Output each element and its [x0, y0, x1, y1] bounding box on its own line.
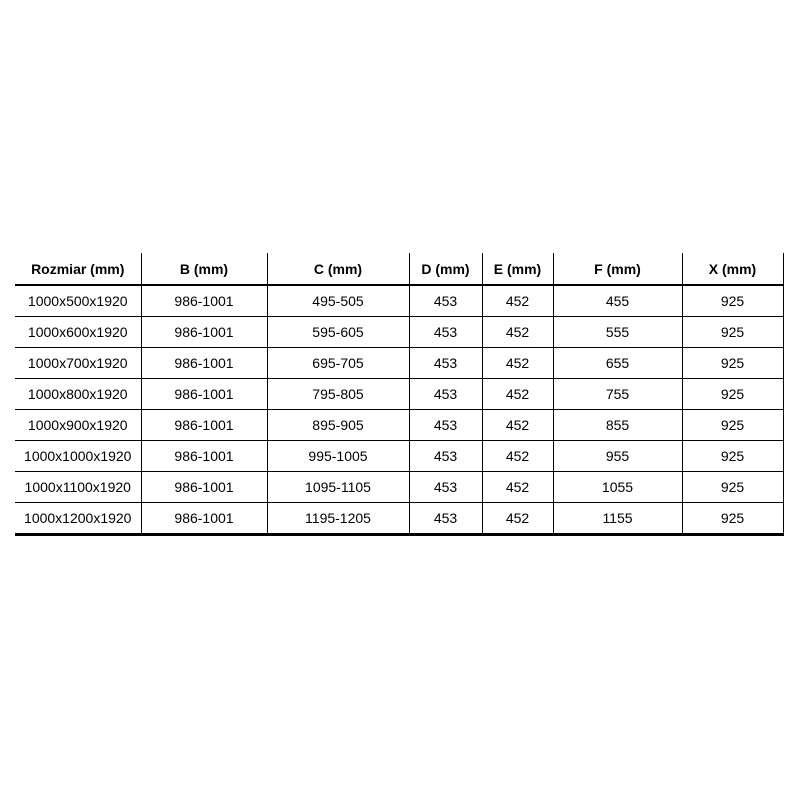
table-cell: 1000x1000x1920	[15, 441, 141, 472]
table-cell: 986-1001	[141, 503, 267, 535]
table-cell: 453	[409, 285, 482, 317]
table-cell: 995-1005	[267, 441, 409, 472]
table-cell: 452	[482, 441, 553, 472]
table-body	[15, 285, 783, 535]
table-cell: 925	[682, 410, 783, 441]
table-cell: 1000x700x1920	[15, 348, 141, 379]
dimensions-spec-table	[15, 253, 784, 536]
table-cell: 986-1001	[141, 441, 267, 472]
table-cell: 695-705	[267, 348, 409, 379]
table-cell: 453	[409, 379, 482, 410]
column-header: F (mm)	[553, 253, 682, 285]
table-cell: 495-505	[267, 285, 409, 317]
table-cell: 1155	[553, 503, 682, 535]
table-row	[15, 503, 783, 535]
table-cell: 452	[482, 348, 553, 379]
table-cell: 986-1001	[141, 379, 267, 410]
table-cell: 1000x1200x1920	[15, 503, 141, 535]
table-cell: 453	[409, 317, 482, 348]
table-row	[15, 441, 783, 472]
column-header: Rozmiar (mm)	[15, 253, 141, 285]
table-cell: 925	[682, 503, 783, 535]
table-cell: 453	[409, 472, 482, 503]
table-cell: 855	[553, 410, 682, 441]
table-cell: 755	[553, 379, 682, 410]
table-cell: 1195-1205	[267, 503, 409, 535]
table-cell: 453	[409, 441, 482, 472]
column-header: X (mm)	[682, 253, 783, 285]
table-cell: 986-1001	[141, 348, 267, 379]
table-cell: 1055	[553, 472, 682, 503]
table-cell: 453	[409, 348, 482, 379]
table-cell: 452	[482, 472, 553, 503]
table-cell: 452	[482, 410, 553, 441]
table-cell: 452	[482, 379, 553, 410]
table-row	[15, 379, 783, 410]
table-cell: 955	[553, 441, 682, 472]
table-row	[15, 348, 783, 379]
table-cell: 925	[682, 379, 783, 410]
table-cell: 453	[409, 410, 482, 441]
table-cell: 795-805	[267, 379, 409, 410]
table-cell: 925	[682, 472, 783, 503]
table-cell: 1000x500x1920	[15, 285, 141, 317]
table-header	[15, 253, 783, 285]
table-cell: 986-1001	[141, 410, 267, 441]
table-cell: 655	[553, 348, 682, 379]
column-header: C (mm)	[267, 253, 409, 285]
table-cell: 925	[682, 317, 783, 348]
column-header: D (mm)	[409, 253, 482, 285]
table-cell: 1000x600x1920	[15, 317, 141, 348]
table-cell: 452	[482, 503, 553, 535]
table-cell: 925	[682, 285, 783, 317]
column-header: B (mm)	[141, 253, 267, 285]
table-cell: 1000x800x1920	[15, 379, 141, 410]
column-header: E (mm)	[482, 253, 553, 285]
table-cell: 555	[553, 317, 682, 348]
table-row	[15, 472, 783, 503]
table-row	[15, 410, 783, 441]
table-row	[15, 317, 783, 348]
table-cell: 1000x1100x1920	[15, 472, 141, 503]
table-cell: 455	[553, 285, 682, 317]
table-cell: 452	[482, 285, 553, 317]
table-cell: 453	[409, 503, 482, 535]
table-cell: 986-1001	[141, 317, 267, 348]
table-cell: 986-1001	[141, 472, 267, 503]
table-cell: 925	[682, 348, 783, 379]
table-cell: 595-605	[267, 317, 409, 348]
table-row	[15, 285, 783, 317]
table-cell: 1095-1105	[267, 472, 409, 503]
table-cell: 1000x900x1920	[15, 410, 141, 441]
header-row	[15, 253, 783, 285]
table-cell: 986-1001	[141, 285, 267, 317]
table-cell: 895-905	[267, 410, 409, 441]
table-cell: 925	[682, 441, 783, 472]
table-cell: 452	[482, 317, 553, 348]
